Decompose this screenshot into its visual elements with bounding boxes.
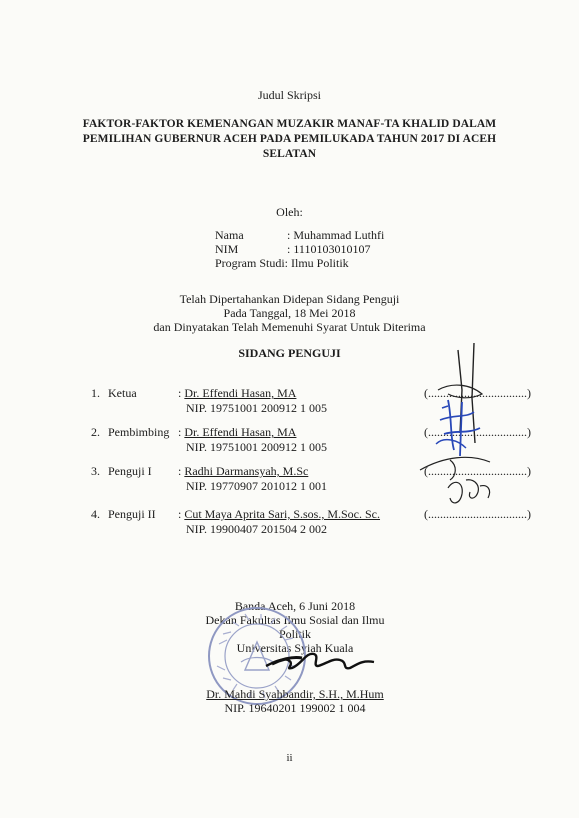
student-name-row (215, 228, 384, 242)
examiner-role: Ketua (108, 386, 137, 400)
examiner-name: : Dr. Effendi Hasan, MA (178, 386, 297, 400)
thesis-title (0, 117, 579, 162)
student-name-value: : Muhammad Luthfi (287, 228, 385, 242)
dean-title: Dekan Fakultas Ilmu Sosial dan Ilmu Politik (205, 613, 385, 641)
examiner-signature-field: (.................................) (424, 425, 531, 439)
student-nim-value: : 1110103010107 (287, 242, 371, 256)
thesis-title-line: SELATAN (262, 148, 317, 160)
examiner-signatures-icon (400, 338, 540, 518)
examiner-name-text: Dr. Effendi Hasan, MA (184, 425, 297, 439)
examiner-signature-field: (.................................) (424, 507, 531, 521)
university-name: Universitas Syiah Kuala (236, 641, 354, 655)
examiner-signature-field: (.................................) (424, 386, 531, 400)
examiner-nip: NIP. 19751001 200912 1 005 (186, 440, 328, 454)
dean-nip: NIP. 19640201 199002 1 004 (224, 701, 366, 715)
thesis-title-line: FAKTOR-FAKTOR KEMENANGAN MUZAKIR MANAF-TA KHALID DALAM (82, 118, 497, 130)
thesis-title-line: PEMILIHAN GUBERNUR ACEH PADA PEMILUKADA TAHUN 2017 DI ACEH (82, 133, 497, 145)
student-program-label: Program Studi (215, 256, 285, 270)
examiner-nip: NIP. 19751001 200912 1 005 (186, 401, 328, 415)
examiner-number: 2. (91, 425, 100, 439)
examiner-name-text: Cut Maya Aprita Sari, S.sos., M.Soc. Sc. (184, 507, 381, 521)
student-program-value: : Ilmu Politik (284, 256, 349, 270)
thesis-heading-label: Judul Skripsi (257, 88, 321, 102)
examiner-name-text: Radhi Darmansyah, M.Sc (184, 464, 309, 478)
examiner-number: 3. (91, 464, 100, 478)
examiner-name: : Radhi Darmansyah, M.Sc (178, 464, 309, 478)
examiner-number: 4. (91, 507, 100, 521)
defense-statement (0, 292, 579, 334)
examiner-nip: NIP. 19900407 201504 2 002 (186, 522, 328, 536)
page-number: ii (286, 752, 293, 764)
defense-line: dan Dinyatakan Telah Memenuhi Syarat Untuk Diterima (153, 320, 426, 334)
defense-line: Telah Dipertahankan Didepan Sidang Penguji (179, 292, 400, 306)
dean-signature-icon (262, 640, 382, 680)
by-label: Oleh: (276, 205, 303, 219)
student-name-label: Nama (215, 228, 244, 242)
examiner-name-text: Dr. Effendi Hasan, MA (184, 386, 297, 400)
examiner-role: Pembimbing (108, 425, 170, 439)
examiner-nip: NIP. 19770907 201012 1 001 (186, 479, 328, 493)
student-nim-row (215, 242, 384, 256)
student-nim-label: NIM (215, 242, 239, 256)
student-program-row (215, 256, 384, 270)
defense-line: Pada Tanggal, 18 Mei 2018 (223, 306, 356, 320)
examiner-name: : Cut Maya Aprita Sari, S.sos., M.Soc. Sc. (178, 507, 381, 521)
examiner-name: : Dr. Effendi Hasan, MA (178, 425, 297, 439)
examiner-role: Penguji I (108, 464, 152, 478)
examiner-number: 1. (91, 386, 100, 400)
dean-identity (195, 687, 395, 715)
examiner-role: Penguji II (108, 507, 156, 521)
examiner-board-heading: SIDANG PENGUJI (238, 346, 341, 360)
examiner-signature-field: (.................................) (424, 464, 531, 478)
place-date: Banda Aceh, 6 Juni 2018 (234, 599, 356, 613)
student-info (215, 228, 384, 270)
dean-name: Dr. Mahdi Syahbandir, S.H., M.Hum (206, 687, 384, 701)
